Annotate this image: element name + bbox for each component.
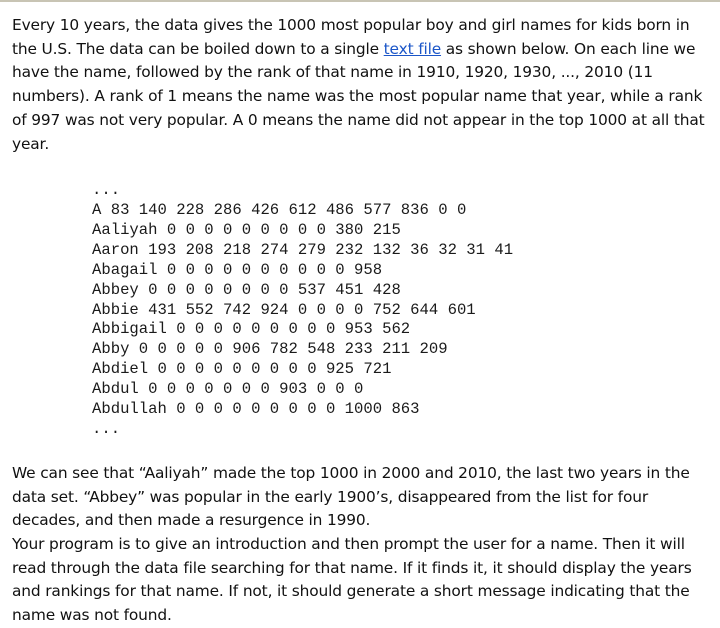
data-file-line: Abbie 431 552 742 924 0 0 0 0 752 644 601 [92,300,476,319]
observation-paragraph: We can see that “Aaliyah” made the top 1000 in 2000 and 2010, the last two years in the data set. “Abbey” was popular in the early 1900’s, disappeared from the list for four decades, and then made a resurgence in 1990. [12,463,690,530]
top-divider [0,0,720,2]
data-file-line: Aaron 193 208 218 274 279 232 132 36 32 31 41 [92,240,514,259]
data-file-line: ... [92,419,121,438]
document-body [12,14,716,628]
data-file-line: Abdullah 0 0 0 0 0 0 0 0 0 1000 863 [92,400,420,419]
data-file-line: Abagail 0 0 0 0 0 0 0 0 0 0 958 [92,260,383,279]
data-file-line: A 83 140 228 286 426 612 486 577 836 0 0 [92,201,467,220]
data-file-line: Aaliyah 0 0 0 0 0 0 0 0 0 380 215 [92,221,401,239]
data-file-sample [92,181,716,440]
intro-paragraph [12,14,716,156]
data-file-line: Abdiel 0 0 0 0 0 0 0 0 0 925 721 [92,360,392,379]
text-file-link[interactable]: text file [383,39,442,58]
instructions-paragraph: Your program is to give an introduction and then prompt the user for a name. Then it will read through the data file searching for that name. If it finds it, it should display the years and rankings for that name. If not, it should generate a short message indicating that the name was not found. [12,534,692,625]
data-file-line: Abbey 0 0 0 0 0 0 0 0 537 451 428 [92,280,401,299]
data-file-line: ... [92,181,121,200]
data-file-line: Abbigail 0 0 0 0 0 0 0 0 0 953 562 [92,320,411,339]
intro-text-before-link: Every 10 years, the data gives the 1000 most popular boy and girl names for kids born in the U.S. The data can be boiled down to a single [12,16,690,58]
data-file-line: Abdul 0 0 0 0 0 0 0 903 0 0 0 [92,380,364,399]
intro-text-after-link: as shown below. On each line we have the name, followed by the rank of that name in 1910, 1920, 1930, ..., 2010 (11 numbers). A rank of 1 means the name was the most popular name that year, while a rank of 997 was not very popular. A 0 means the name did not appear in the top 1000 at all that year. [12,39,705,153]
data-file-line: Abby 0 0 0 0 0 906 782 548 233 211 209 [92,340,448,359]
